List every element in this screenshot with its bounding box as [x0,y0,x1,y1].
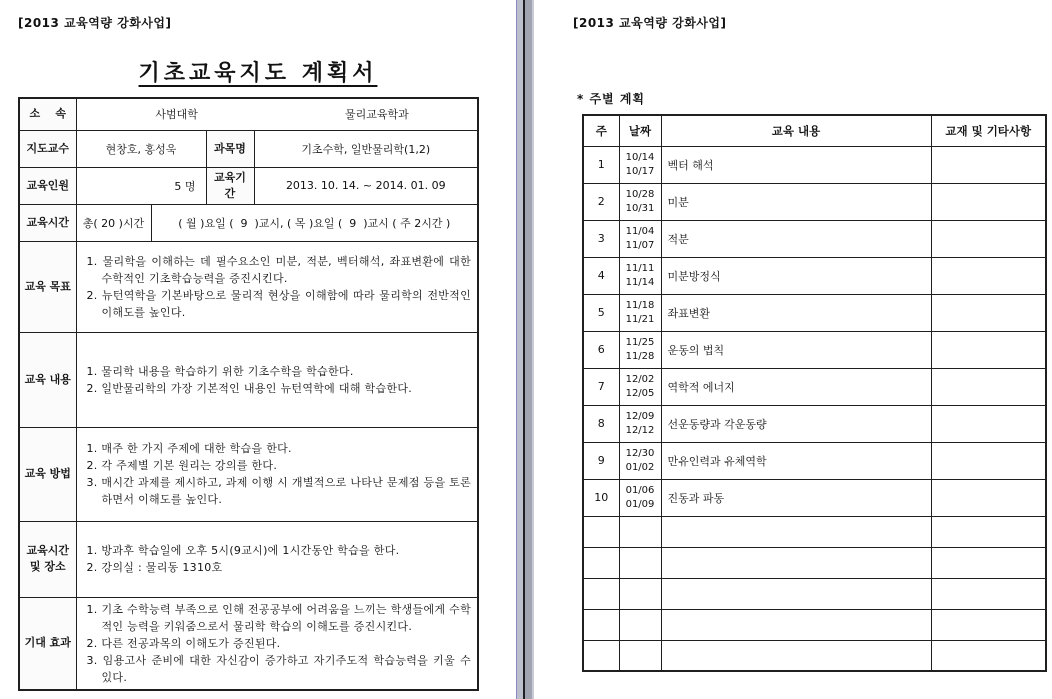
date-cell [619,368,661,405]
date-line: 01/02 [625,461,655,473]
methods-item: 2. 각 주제별 기본 원리는 강의를 한다. [86,459,278,472]
date-cell [619,479,661,516]
hours-total: 총( 20 )시간 [76,204,151,241]
header-week: 주 [583,115,619,146]
row-methods [19,427,478,521]
subject-label: 과목명 [206,130,254,167]
date-cell [619,331,661,368]
empty-cell [931,609,1046,640]
note-cell [931,257,1046,294]
note-cell [931,368,1046,405]
row-contents [19,332,478,427]
trainees-value: 5 명 [76,167,206,204]
trainees-label: 교육인원 [19,167,76,204]
plan-info-table [18,97,479,691]
affiliation-dept: 물리교육학과 [345,108,409,122]
weekly-row [583,183,1046,220]
note-cell [931,479,1046,516]
time-place-content [76,521,478,597]
program-tag: [2013 교육역량 강화사업] [573,16,727,30]
methods-item: 3. 매시간 과제를 제시하고, 과제 이행 시 개별적으로 나타난 문제점 등을 토론하면서 이해도를 높인다. [86,476,472,506]
content-cell: 진동과 파동 [661,479,931,516]
time-place-label: 교육시간 및 장소 [19,521,76,597]
note-cell [931,146,1046,183]
date-line: 10/31 [625,202,655,214]
time-place-item: 1. 방과후 학습일에 오후 5시(9교시)에 1시간동안 학습을 한다. [86,544,400,557]
weekly-header-row [583,115,1046,146]
note-cell [931,183,1046,220]
date-cell [619,146,661,183]
row-goals [19,241,478,332]
row-hours [19,204,478,241]
empty-cell [661,609,931,640]
week-cell: 7 [583,368,619,405]
weekly-row [583,146,1046,183]
header-date: 날짜 [619,115,661,146]
note-cell [931,220,1046,257]
note-cell [931,331,1046,368]
contents-label: 교육 내용 [19,332,76,427]
date-line: 11/11 [625,262,655,274]
weekly-row [583,220,1046,257]
note-cell [931,405,1046,442]
methods-content [76,427,478,521]
week-cell: 2 [583,183,619,220]
hours-label: 교육시간 [19,204,76,241]
content-cell: 좌표변환 [661,294,931,331]
content-cell: 미분 [661,183,931,220]
period-label: 교육기간 [206,167,254,204]
date-cell [619,405,661,442]
expected-effects-content [76,597,478,690]
weekly-empty-row [583,609,1046,640]
date-line: 11/07 [625,239,655,251]
methods-item: 1. 매주 한 가지 주제에 대한 학습을 한다. [86,442,292,455]
expected-effects-item: 1. 기초 수학능력 부족으로 인해 전공공부에 어려움을 느끼는 학생들에게 수학적인 능력을 키워줌으로서 물리학 학습의 이해도를 증진시킨다. [86,602,472,633]
doc-title-text: 기초교육지도 계획서 [138,61,378,86]
week-cell: 9 [583,442,619,479]
page-gap-divider [516,0,537,699]
week-cell: 8 [583,405,619,442]
expected-effects-item: 3. 임용고사 준비에 대한 자신감이 증가하고 자기주도적 학습능력을 키울 수 있다. [86,653,472,684]
weekly-row [583,331,1046,368]
empty-cell [583,547,619,578]
right-page [537,0,1052,699]
weekly-empty-row [583,578,1046,609]
empty-cell [661,640,931,671]
empty-cell [931,547,1046,578]
date-line: 10/17 [625,165,655,177]
date-line: 11/21 [625,313,655,325]
empty-cell [661,578,931,609]
weekly-plan-table [582,114,1047,672]
date-line: 12/05 [625,387,655,399]
empty-cell [931,578,1046,609]
empty-cell [931,640,1046,671]
content-cell: 선운동량과 각운동량 [661,405,931,442]
date-line: 12/12 [625,424,655,436]
left-page [0,0,516,699]
empty-cell [583,640,619,671]
weekly-row [583,294,1046,331]
goals-item: 1. 물리학을 이해하는 데 필수요소인 미분, 적분, 벡터해석, 좌표변환에 대한 수학적인 기초학습능력을 증진시킨다. [86,254,472,285]
empty-cell [931,516,1046,547]
empty-cell [619,640,661,671]
weekly-plan-title: * 주별 계획 [577,92,645,106]
week-cell: 4 [583,257,619,294]
row-time-place [19,521,478,597]
weekly-row [583,368,1046,405]
contents-item: 2. 일반물리학의 가장 기본적인 내용인 뉴턴역학에 대해 학습한다. [86,381,413,395]
date-cell [619,257,661,294]
content-cell: 역학적 에너지 [661,368,931,405]
expected-effects-label: 기대 효과 [19,597,76,690]
subject-value: 기초수학, 일반물리학(1,2) [254,130,478,167]
content-cell: 미분방정식 [661,257,931,294]
week-cell: 1 [583,146,619,183]
date-line: 10/14 [625,151,655,163]
empty-cell [661,547,931,578]
date-line: 11/28 [625,350,655,362]
content-cell: 적분 [661,220,931,257]
row-trainees-period [19,167,478,204]
content-cell: 벡터 해석 [661,146,931,183]
date-line: 01/09 [625,498,655,510]
empty-cell [619,516,661,547]
row-affiliation [19,98,478,130]
contents-content [76,332,478,427]
empty-cell [583,609,619,640]
week-cell: 3 [583,220,619,257]
program-tag: [2013 교육역량 강화사업] [18,16,172,30]
content-cell: 만유인력과 유체역학 [661,442,931,479]
advisor-label: 지도교수 [19,130,76,167]
row-advisor-subject [19,130,478,167]
date-line: 11/04 [625,225,655,237]
date-cell [619,294,661,331]
advisor-value: 현창호, 홍성욱 [76,130,206,167]
note-cell [931,294,1046,331]
weekly-empty-row [583,547,1046,578]
week-cell: 10 [583,479,619,516]
weekly-row [583,257,1046,294]
weekly-row [583,479,1046,516]
time-place-item: 2. 강의실 : 물리동 1310호 [86,561,223,574]
goals-label: 교육 목표 [19,241,76,332]
date-line: 12/02 [625,373,655,385]
affiliation-split [77,106,478,122]
date-line: 12/09 [625,410,655,422]
empty-cell [619,547,661,578]
header-note: 교재 및 기타사항 [931,115,1046,146]
affiliation-college: 사범대학 [155,108,198,122]
goals-item: 2. 뉴턴역학을 기본바탕으로 물리적 현상을 이해함에 따라 물리학의 전반적인 이해도를 높인다. [86,288,472,319]
affiliation-label: 소 속 [19,98,76,130]
date-cell [619,442,661,479]
week-cell: 5 [583,294,619,331]
weekly-empty-row [583,640,1046,671]
affiliation-value-cell [76,98,478,130]
goals-content [76,241,478,332]
methods-label: 교육 방법 [19,427,76,521]
expected-effects-item: 2. 다른 전공과목의 이해도가 증진된다. [86,636,281,650]
header-content: 교육 내용 [661,115,931,146]
empty-cell [661,516,931,547]
contents-item: 1. 물리학 내용을 학습하기 위한 기초수학을 학습한다. [86,364,354,378]
weekly-empty-row [583,516,1046,547]
empty-cell [583,578,619,609]
date-line: 12/30 [625,447,655,459]
empty-cell [619,578,661,609]
date-cell [619,183,661,220]
note-cell [931,442,1046,479]
row-expected-effects [19,597,478,690]
date-line: 11/25 [625,336,655,348]
date-line: 10/28 [625,188,655,200]
week-cell: 6 [583,331,619,368]
weekly-row [583,442,1046,479]
period-value: 2013. 10. 14. ~ 2014. 01. 09 [254,167,478,204]
doc-title [0,56,516,87]
empty-cell [619,609,661,640]
date-line: 01/06 [625,484,655,496]
weekly-row [583,405,1046,442]
date-cell [619,220,661,257]
date-line: 11/14 [625,276,655,288]
date-line: 11/18 [625,299,655,311]
hours-detail: ( 월 )요일 ( 9 )교시, ( 목 )요일 ( 9 )교시 ( 주 2시간 ) [151,204,478,241]
content-cell: 운동의 법칙 [661,331,931,368]
empty-cell [583,516,619,547]
